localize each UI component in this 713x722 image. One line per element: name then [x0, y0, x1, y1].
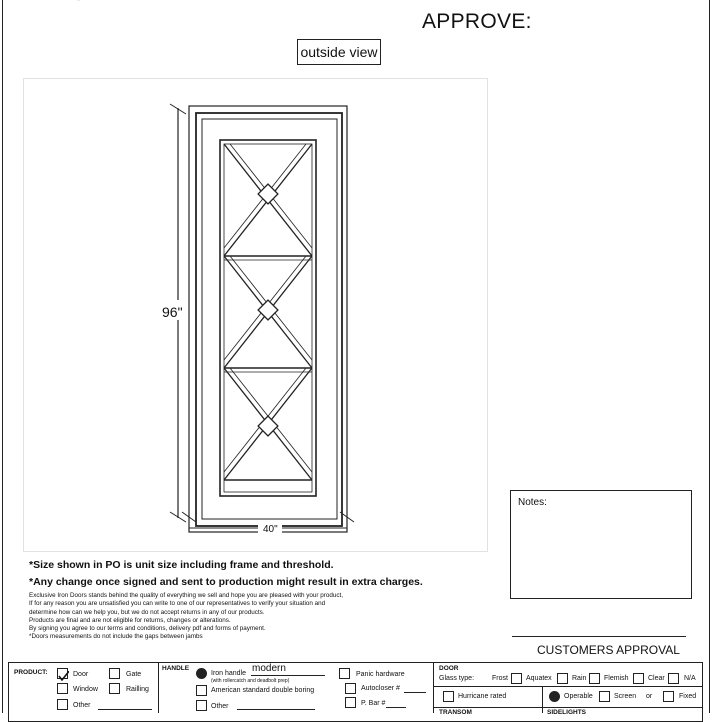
product-other-checkbox[interactable]: [57, 699, 68, 710]
fine-print-line: *Doors measurements do not include the gaps between jambs: [29, 633, 203, 641]
product-door-checkbox[interactable]: [57, 668, 68, 679]
autocloser-label: Autocloser #: [361, 685, 400, 692]
form-divider: [433, 707, 703, 708]
glass-aquatex-label: Aquatex: [526, 675, 552, 682]
or-label: or: [646, 693, 653, 700]
fine-print-line: If for any reason you are unsatisfied you can write to one of our representatives to verify your situation and: [29, 600, 326, 608]
page-border-left: [2, 0, 3, 713]
iron-handle-label: Iron handle: [211, 670, 247, 677]
glass-rain-checkbox[interactable]: [589, 673, 600, 684]
glass-aquatex-checkbox[interactable]: [557, 673, 568, 684]
glass-type-label: Glass type:: [439, 675, 475, 682]
handle-other-checkbox[interactable]: [196, 700, 207, 711]
product-other-label: Other: [73, 702, 91, 709]
hurricane-rated-checkbox[interactable]: [443, 691, 454, 702]
form-divider: [158, 662, 159, 713]
fine-print-line: By signing you agree to our terms and conditions, delivery pdf and forms of payment.: [29, 625, 266, 633]
form-divider: [542, 686, 543, 713]
product-railling-label: Railling: [126, 686, 149, 693]
product-gate-label: Gate: [126, 671, 142, 678]
fine-print: [29, 592, 409, 642]
approve-label: APPROVE:: [422, 10, 532, 33]
glass-rain-label: Rain: [572, 675, 587, 682]
handle-other-line[interactable]: [237, 709, 315, 710]
signature-line[interactable]: [512, 636, 686, 637]
screen-label: Screen: [614, 693, 637, 700]
iron-handle-value[interactable]: modern: [252, 663, 286, 674]
fixed-checkbox[interactable]: [663, 691, 674, 702]
glass-flemish-checkbox[interactable]: [633, 673, 644, 684]
american-standard-checkbox[interactable]: [196, 685, 207, 696]
pbar-label: P. Bar #: [361, 700, 386, 707]
american-standard-label: American standard double boring: [211, 687, 315, 694]
pbar-checkbox[interactable]: [345, 697, 356, 708]
page-border-right: [709, 0, 710, 713]
form-divider: [433, 686, 703, 687]
operable-radio[interactable]: [549, 691, 560, 702]
fixed-label: Fixed: [679, 693, 697, 700]
fine-print-line: determine how can we help you, but we do not accept returns in any of our products.: [29, 608, 265, 616]
product-railling-checkbox[interactable]: [109, 683, 120, 694]
checkmark-icon: [58, 671, 69, 682]
product-window-checkbox[interactable]: [57, 683, 68, 694]
product-window-label: Window: [73, 686, 98, 693]
pbar-line[interactable]: [386, 707, 406, 708]
iron-handle-line: [251, 675, 325, 676]
glass-frost-label: Frost: [492, 675, 508, 682]
sidelights-label: SIDELIGHTS: [547, 709, 587, 716]
operable-label: Operable: [564, 693, 593, 700]
fine-print-line: Exclusive Iron Doors stands behind the quality of everything we sell and hope you are pleased with your product,: [29, 592, 343, 599]
product-gate-checkbox[interactable]: [109, 668, 120, 679]
height-label: 96": [162, 304, 183, 320]
glass-na-label: N/A: [684, 675, 696, 682]
product-label: PRODUCT:: [14, 669, 48, 676]
glass-frost-checkbox[interactable]: [511, 673, 522, 684]
glass-clear-label: Clear: [648, 675, 665, 682]
product-other-line[interactable]: [98, 709, 152, 710]
change-note: *Any change once signed and sent to production might result in extra charges.: [29, 576, 423, 588]
autocloser-line[interactable]: [404, 692, 426, 693]
iron-handle-note: (with rollercatch and deadbolt prep): [211, 678, 290, 684]
handle-label: HANDLE: [162, 665, 190, 672]
transom-label: TRANSOM: [439, 709, 472, 716]
autocloser-checkbox[interactable]: [345, 683, 356, 694]
customers-approval-label: CUSTOMERS APPROVAL: [537, 643, 680, 657]
fine-print-line: Products are final and are not eligible for returns, changes or alterations.: [29, 616, 231, 624]
glass-flemish-label: Flemish: [604, 675, 629, 682]
notes-label: Notes:: [518, 497, 547, 508]
iron-handle-radio[interactable]: [196, 668, 207, 679]
panic-hardware-label: Panic hardware: [356, 671, 405, 678]
company-logo: [60, 0, 260, 6]
handle-other-label: Other: [211, 703, 229, 710]
form-divider: [433, 662, 434, 713]
view-label: outside view: [297, 39, 381, 65]
glass-clear-checkbox[interactable]: [668, 673, 679, 684]
width-label: 40": [263, 524, 278, 535]
door-drawing: [160, 100, 360, 540]
screen-checkbox[interactable]: [599, 691, 610, 702]
panic-hardware-checkbox[interactable]: [339, 668, 350, 679]
door-label: DOOR: [439, 665, 459, 672]
hurricane-rated-label: Hurricane rated: [458, 693, 507, 700]
size-note: *Size shown in PO is unit size including frame and threshold.: [29, 559, 334, 571]
product-door-label: Door: [73, 671, 89, 678]
